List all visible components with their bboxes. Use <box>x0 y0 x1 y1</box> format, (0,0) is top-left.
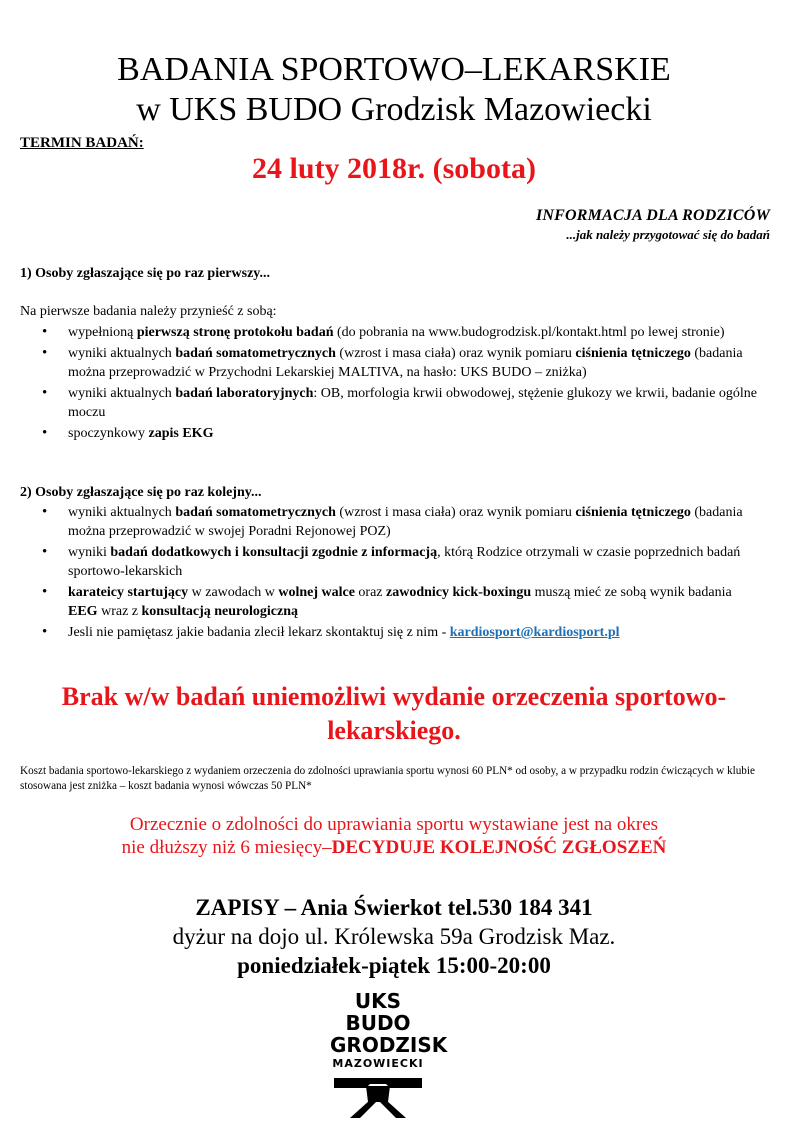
list-item: • karateicy startujący w zawodach w wolnej walce oraz zawodnicy kick-boxingu muszą mieć ze sobą wynik badania EEG wraz z konsultacją neurologiczną <box>0 583 770 621</box>
list-item: • wyniki badań dodatkowych i konsultacji zgodnie z informacją, którą Rodzice otrzymali w czasie poprzednich badań sportowo-lekarskich <box>0 543 770 581</box>
page-title: BADANIA SPORTOWO–LEKARSKIE <box>117 51 671 88</box>
logo-line1: UKS BUDO <box>345 989 411 1035</box>
registration-contact: ZAPISY – Ania Świerkot tel.530 184 341 <box>195 895 593 920</box>
logo-line2: GRODZISK <box>330 1033 448 1057</box>
page-subtitle: w UKS BUDO Grodzisk Mazowiecki <box>136 91 652 128</box>
list-item: • wypełnioną pierwszą stronę protokołu badań (do pobrania na www.budogrodzisk.pl/kontakt.html po lewej stronie) <box>0 323 770 342</box>
termin-label: TERMIN BADAŃ: <box>20 135 144 151</box>
validity-line1: Orzecznie o zdolności do uprawiania sportu wystawiane jest na okres <box>129 814 659 835</box>
warning-message: Brak w/w badań uniemożliwi wydanie orzeczenia sportowo-lekarskiego. <box>61 682 727 745</box>
cost-note: Koszt badania sportowo-lekarskiego z wydaniem orzeczenia do zdolności uprawiania sportu wynosi 60 PLN* od osoby, a w przypadku rodzin ćwiczących w klubie stosowana jest zniżka – koszt badania wynosi wówczas 50 PLN* <box>20 765 755 792</box>
validity-note <box>0 813 788 859</box>
list-item: • wyniki aktualnych badań somatometrycznych (wzrost i masa ciała) oraz wynik pomiaru ciśnienia tętniczego (badania można przeprowadzić w Przychodni Lekarskiej MALTIVA, na hasło: UKS BUDO – zniżka) <box>0 344 770 382</box>
list-item-contact: • Jesli nie pamiętasz jakie badania zlecił lekarz skontaktuj się z nim - kardiosport@kardiosport.pl <box>0 623 770 642</box>
section1-heading: 1) Osoby zgłaszające się po raz pierwszy... <box>20 266 271 281</box>
registration-hours: poniedziałek-piątek 15:00-20:00 <box>237 953 551 978</box>
parents-info-subheading: ...jak należy przygotować się do badań <box>566 227 770 242</box>
registration-location: dyżur na dojo ul. Królewska 59a Grodzisk Maz. <box>172 924 616 949</box>
validity-line2-bold: DECYDUJE KOLEJNOŚĆ ZGŁOSZEŃ <box>331 837 667 858</box>
list-item: • spoczynkowy zapis EKG <box>0 424 770 443</box>
list-item: • wyniki aktualnych badań somatometrycznych (wzrost i masa ciała) oraz wynik pomiaru ciśnienia tętniczego (badania można przeprowadzić w swojej Poradni Rejonowej POZ) <box>0 503 770 541</box>
exam-date: 24 luty 2018r. (sobota) <box>252 152 536 185</box>
validity-line2-normal: nie dłuższy niż 6 miesięcy– <box>121 837 332 858</box>
section2-list <box>0 503 770 644</box>
parents-info-heading: INFORMACJA DLA RODZICÓW <box>536 207 770 224</box>
section1-list <box>0 323 770 445</box>
registration-info <box>0 893 788 980</box>
belt-icon <box>330 1072 426 1120</box>
section2-heading: 2) Osoby zgłaszające się po raz kolejny... <box>20 485 262 500</box>
list-item: • wyniki aktualnych badań laboratoryjnych: OB, morfologia krwii obwodowej, stężenie glukozy we krwii, badanie ogólne moczu <box>0 384 770 422</box>
logo-line3: MAZOWIECKI <box>332 1057 424 1070</box>
contact-email-link[interactable]: kardiosport@kardiosport.pl <box>449 625 620 640</box>
parents-info <box>536 206 770 244</box>
validity-line2 <box>0 836 788 859</box>
section1-intro: Na pierwsze badania należy przynieść z sobą: <box>20 304 277 319</box>
club-logo <box>330 989 448 1102</box>
